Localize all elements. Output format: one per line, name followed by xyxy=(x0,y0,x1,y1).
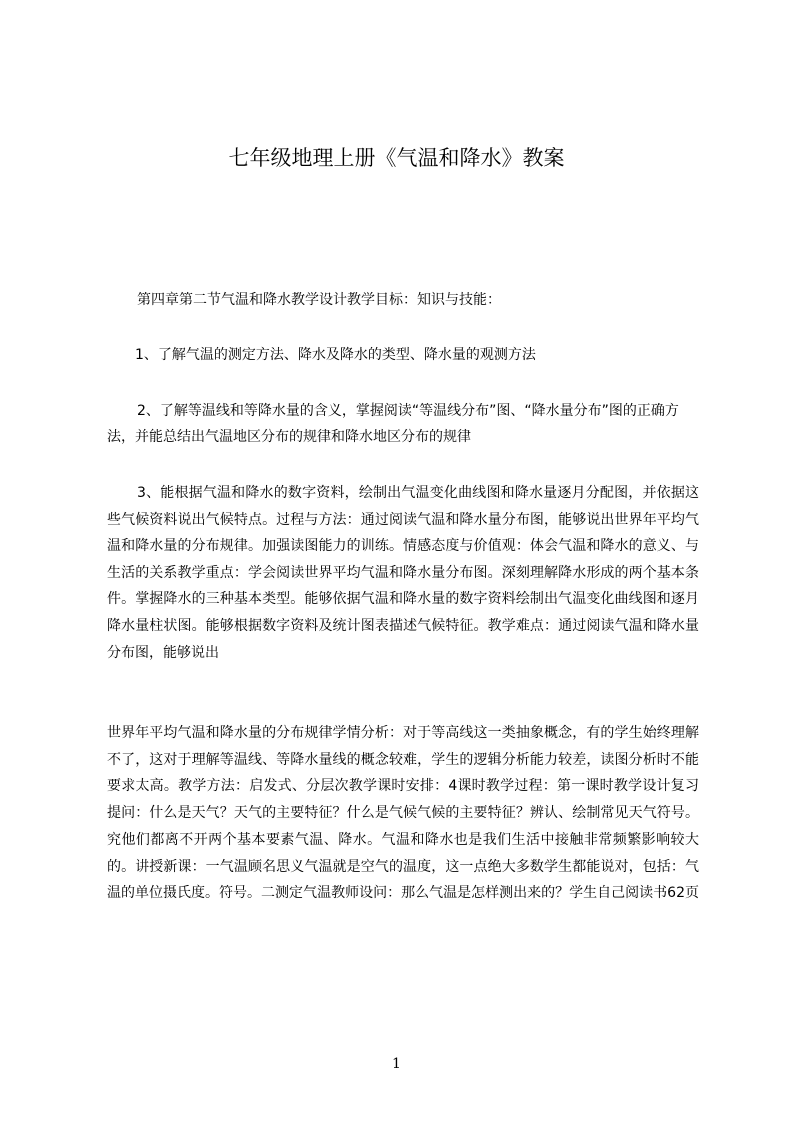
goal-2-paragraph: 2、了解等温线和等降水量的含义，掌握阅读“等温线分布”图、“降水量分布”图的正确方法，并能总结出气温地区分布的规律和降水地区分布的规律 xyxy=(107,403,679,445)
goal-1-paragraph: 1、了解气温的测定方法、降水及降水的类型、降水量的观测方法 xyxy=(135,347,536,363)
goal-3-paragraph: 3、能根据气温和降水的数字资料，绘制出气温变化曲线图和降水量逐月分配图，并依据这些气候资料说出气候特点。过程与方法：通过阅读气温和降水量分布图，能够说出世界年平均气温和降水量的分布规律。加强读图能力的训练。情感态度与价值观：体会气温和降水的意义、与生活的关系教学重点：学会阅读世界平均气温和降水量分布图。深刻理解降水形成的两个基本条件。掌握降水的三种基本类型。能够依据气温和降水量的数字资料绘制出气温变化曲线图和逐月降水量柱状图。能够根据数字资料及统计图表描述气候特征。教学难点：通过阅读气温和降水量分布图，能够说出 xyxy=(107,485,699,661)
goal-3-paragraph-continued: 世界年平均气温和降水量的分布规律学情分析：对于等高线这一类抽象概念，有的学生始终理解不了，这对于理解等温线、等降水量线的概念较难，学生的逻辑分析能力较差，读图分析时不能要求太高。教学方法：启发式、分层次教学课时安排：4课时教学过程：第一课时教学设计复习提问：什么是天气？天气的主要特征？什么是气候气候的主要特征？辨认、绘制常见天气符号。 xyxy=(107,725,699,820)
page-number: 1 xyxy=(392,1056,401,1072)
goal-3-paragraph-continued-2: 究他们都离不开两个基本要素气温、降水。气温和降水也是我们生活中接触非常频繁影响较大的。讲授新课：一气温顾名思义气温就是空气的温度，这一点绝大多数学生都能说对，包括：气温的单位摄氏度。符号。二测定气温教师设问：那么气温是怎样测出来的？学生自己阅读书62页 xyxy=(107,832,699,902)
objectives-heading: 第四章第二节气温和降水教学设计教学目标：知识与技能： xyxy=(137,292,501,308)
document-title: 七年级地理上册《气温和降水》教案 xyxy=(228,146,565,170)
